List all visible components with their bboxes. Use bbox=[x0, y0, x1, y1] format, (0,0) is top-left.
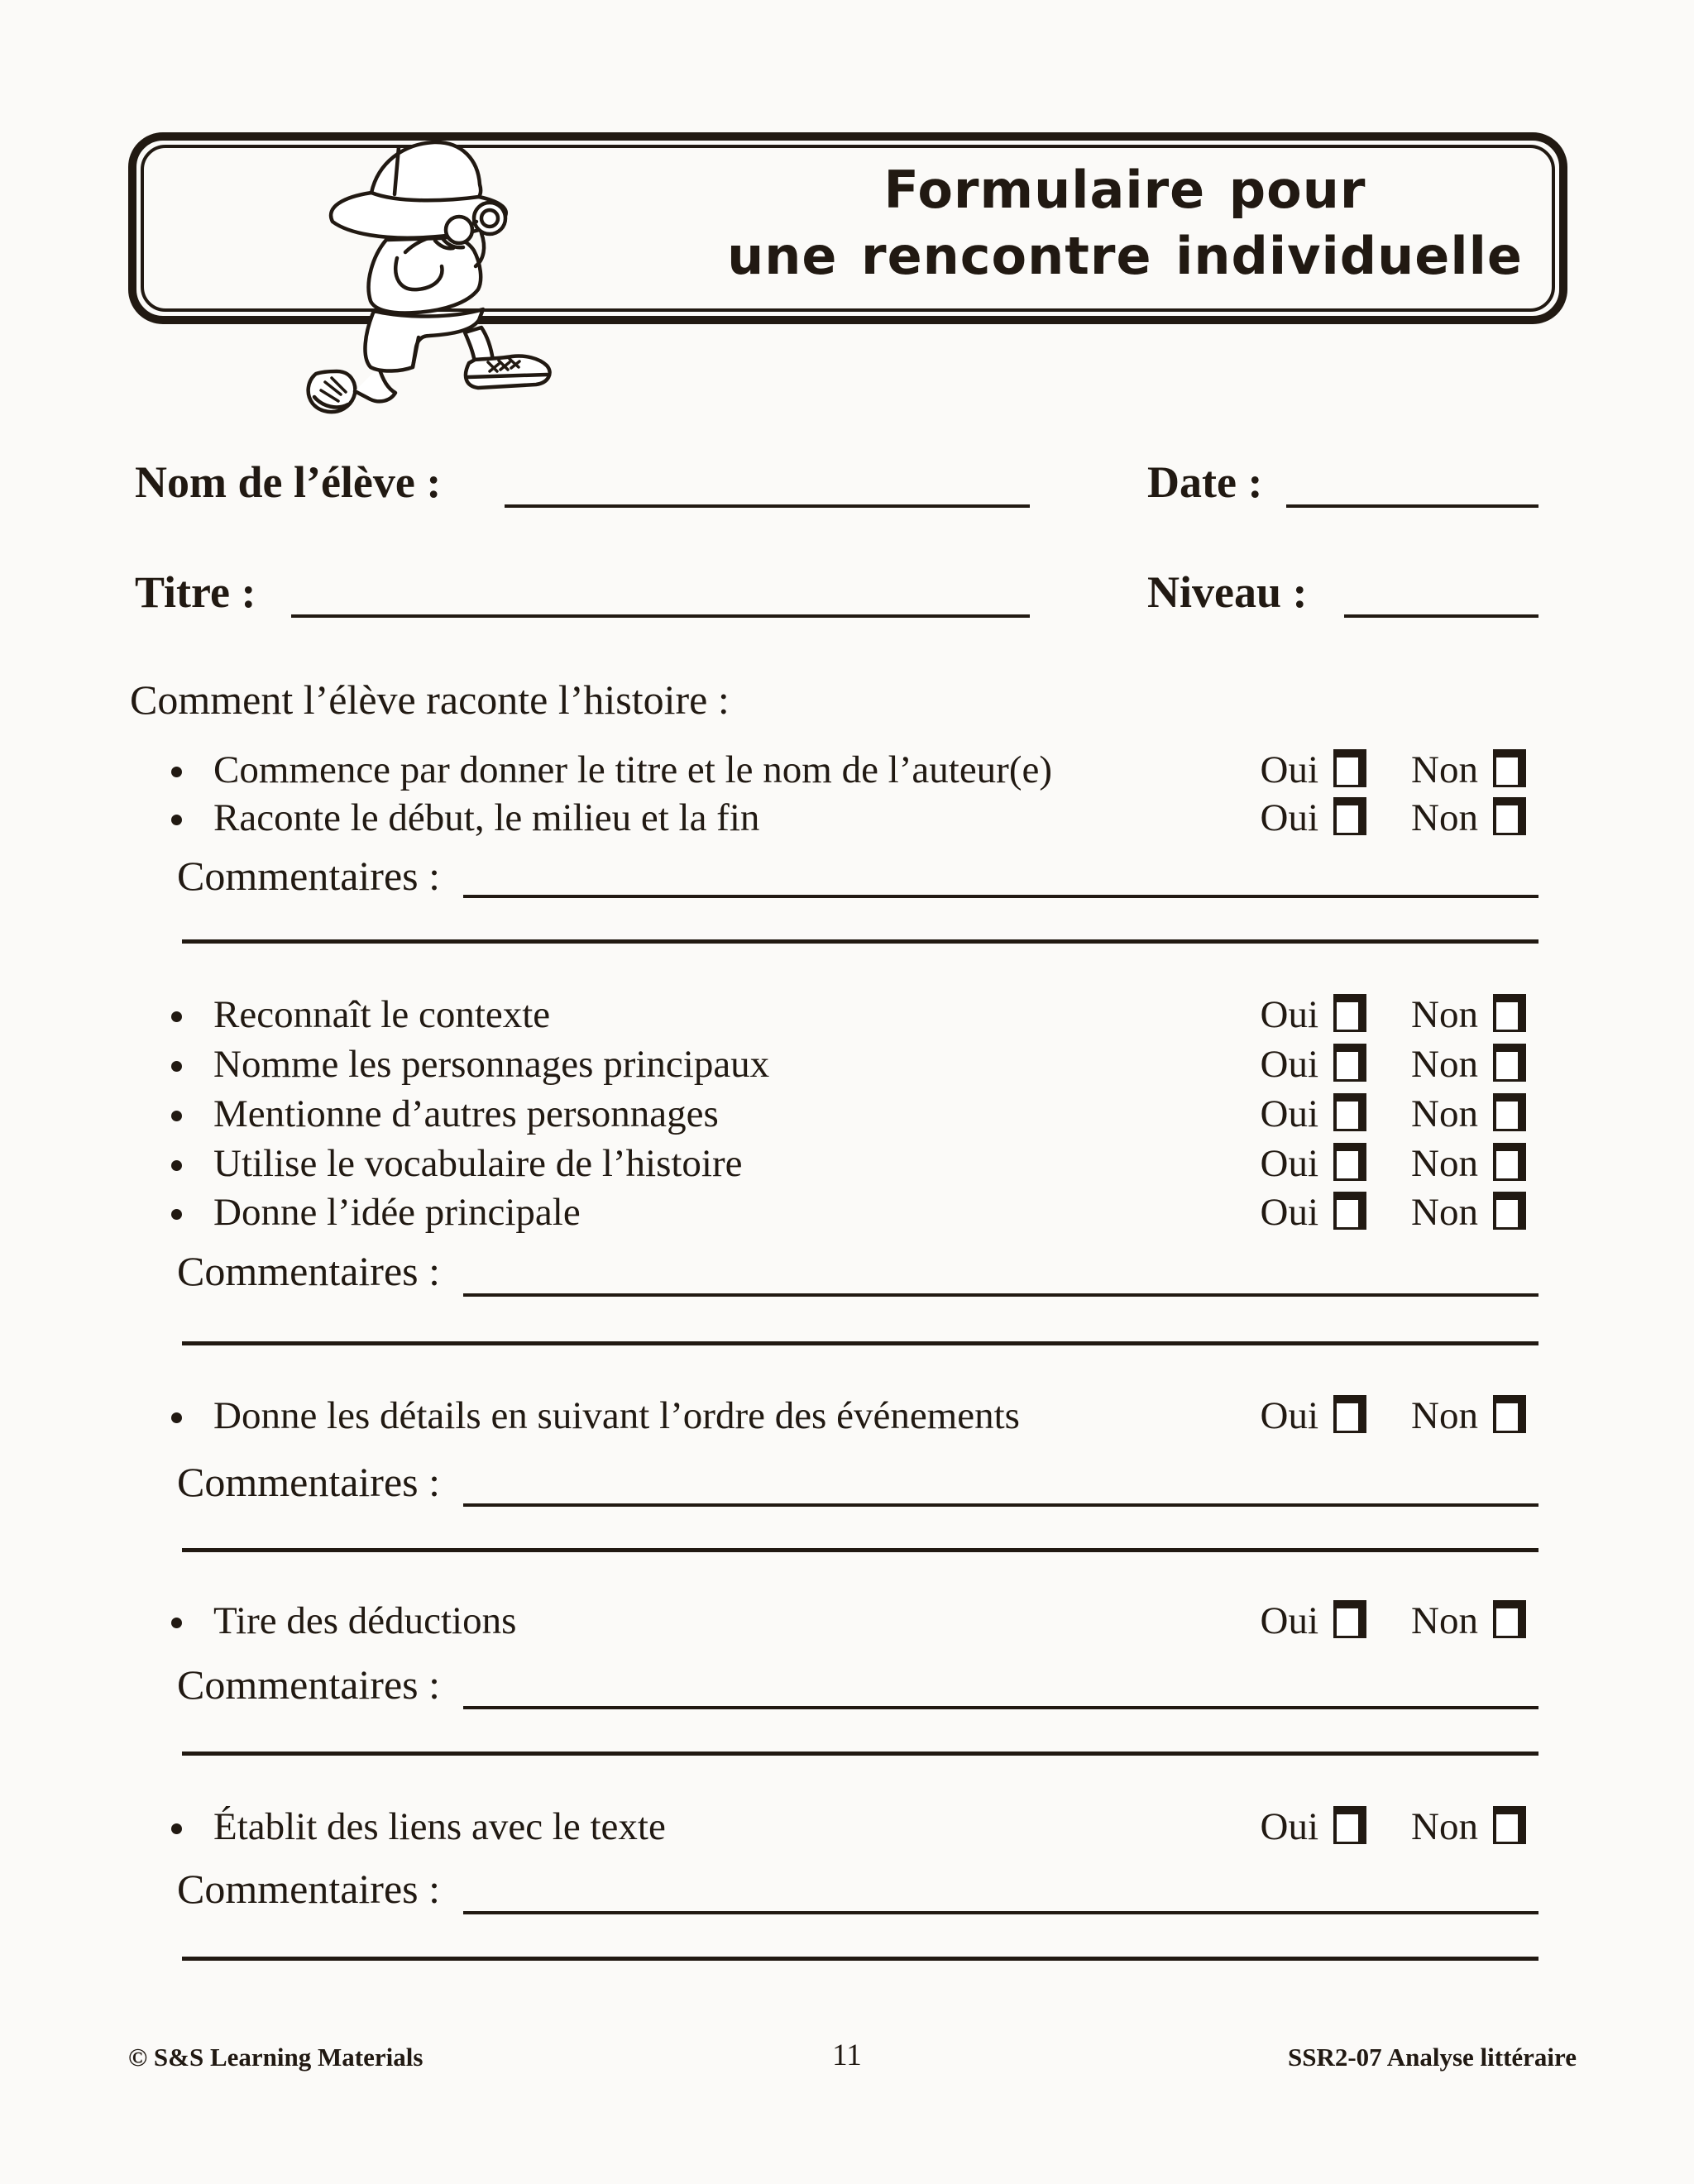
bullet-dot-icon bbox=[171, 1160, 182, 1171]
comments-label: Commentaires : bbox=[177, 1866, 440, 1912]
oui-label: Oui bbox=[1260, 1805, 1319, 1848]
level-line[interactable] bbox=[1344, 614, 1538, 618]
oui-checkbox[interactable] bbox=[1333, 994, 1366, 1032]
book-title-line[interactable] bbox=[291, 614, 1030, 618]
item-label: Mentionne d’autres personnages bbox=[213, 1092, 719, 1135]
comments-label: Commentaires : bbox=[177, 853, 440, 899]
yes-no-group bbox=[1261, 1804, 1526, 1849]
item-label: Tire des déductions bbox=[213, 1599, 517, 1642]
item-label: Nomme les personnages principaux bbox=[213, 1043, 770, 1086]
kid-binoculars-illustration-icon bbox=[273, 124, 670, 455]
comments-line-2[interactable] bbox=[182, 1548, 1538, 1552]
non-label: Non bbox=[1411, 1599, 1478, 1642]
oui-label: Oui bbox=[1260, 1599, 1319, 1642]
non-checkbox[interactable] bbox=[1493, 1600, 1526, 1638]
comments-label: Commentaires : bbox=[177, 1248, 440, 1294]
comments-line[interactable] bbox=[463, 895, 1538, 898]
oui-checkbox[interactable] bbox=[1333, 797, 1366, 835]
oui-checkbox[interactable] bbox=[1333, 1395, 1366, 1433]
comments-line[interactable] bbox=[463, 1911, 1538, 1914]
yes-no-group bbox=[1261, 1141, 1526, 1186]
yes-no-group bbox=[1261, 1599, 1526, 1643]
oui-checkbox[interactable] bbox=[1333, 1093, 1366, 1131]
item-label: Utilise le vocabulaire de l’histoire bbox=[213, 1142, 743, 1185]
non-label: Non bbox=[1411, 1142, 1478, 1185]
non-label: Non bbox=[1411, 796, 1478, 839]
bullet-dot-icon bbox=[171, 767, 182, 777]
checklist-item bbox=[170, 1596, 1526, 1646]
date-line[interactable] bbox=[1286, 504, 1538, 508]
non-checkbox[interactable] bbox=[1493, 1143, 1526, 1181]
checklist-item bbox=[170, 990, 1526, 1039]
bullet-dot-icon bbox=[171, 1412, 182, 1423]
yes-no-group bbox=[1261, 1042, 1526, 1087]
yes-no-group bbox=[1261, 1190, 1526, 1235]
non-checkbox[interactable] bbox=[1493, 994, 1526, 1032]
non-label: Non bbox=[1411, 1092, 1478, 1135]
yes-no-group bbox=[1261, 748, 1526, 792]
intro-text: Comment l’élève raconte l’histoire : bbox=[130, 676, 730, 723]
yes-no-group bbox=[1261, 992, 1526, 1037]
bullet-dot-icon bbox=[171, 815, 182, 825]
item-label: Donne l’idée principale bbox=[213, 1191, 581, 1234]
comments-line-2[interactable] bbox=[182, 1341, 1538, 1345]
level-label: Niveau : bbox=[1147, 567, 1308, 617]
footer-copyright: © S&S Learning Materials bbox=[128, 2043, 424, 2072]
oui-label: Oui bbox=[1260, 1394, 1319, 1437]
oui-label: Oui bbox=[1260, 1191, 1319, 1234]
checklist-item bbox=[170, 1039, 1526, 1089]
yes-no-group bbox=[1261, 1092, 1526, 1136]
non-checkbox[interactable] bbox=[1493, 1192, 1526, 1230]
yes-no-group bbox=[1261, 796, 1526, 840]
checklist-item bbox=[170, 793, 1526, 843]
checklist-item bbox=[170, 1391, 1526, 1441]
non-checkbox[interactable] bbox=[1493, 1806, 1526, 1844]
non-label: Non bbox=[1411, 1191, 1478, 1234]
oui-label: Oui bbox=[1260, 748, 1319, 791]
oui-checkbox[interactable] bbox=[1333, 1044, 1366, 1082]
non-label: Non bbox=[1411, 748, 1478, 791]
bullet-dot-icon bbox=[171, 1618, 182, 1628]
non-checkbox[interactable] bbox=[1493, 797, 1526, 835]
book-title-label: Titre : bbox=[135, 567, 256, 617]
yes-no-group bbox=[1261, 1393, 1526, 1438]
student-name-label: Nom de l’élève : bbox=[135, 457, 442, 507]
checklist-item bbox=[170, 1802, 1526, 1852]
oui-checkbox[interactable] bbox=[1333, 1143, 1366, 1181]
oui-checkbox[interactable] bbox=[1333, 1806, 1366, 1844]
oui-checkbox[interactable] bbox=[1333, 1192, 1366, 1230]
page-title-line2: une rencontre individuelle bbox=[727, 226, 1523, 286]
comments-line-2[interactable] bbox=[182, 1957, 1538, 1961]
oui-label: Oui bbox=[1260, 993, 1319, 1036]
non-checkbox[interactable] bbox=[1493, 1093, 1526, 1131]
page-title bbox=[670, 157, 1580, 289]
comments-label: Commentaires : bbox=[177, 1661, 440, 1708]
non-label: Non bbox=[1411, 1043, 1478, 1086]
checklist-item bbox=[170, 1089, 1526, 1139]
checklist-item bbox=[170, 1139, 1526, 1188]
footer-doc-code: SSR2-07 Analyse littéraire bbox=[1287, 2043, 1577, 2072]
checklist-item bbox=[170, 1188, 1526, 1237]
comments-line[interactable] bbox=[463, 1293, 1538, 1297]
comments-line[interactable] bbox=[463, 1706, 1538, 1709]
comments-line[interactable] bbox=[463, 1503, 1538, 1507]
item-label: Commence par donner le titre et le nom de l’auteur(e) bbox=[213, 748, 1052, 791]
bullet-dot-icon bbox=[171, 1061, 182, 1072]
oui-label: Oui bbox=[1260, 1043, 1319, 1086]
bullet-dot-icon bbox=[171, 1209, 182, 1220]
item-label: Raconte le début, le milieu et la fin bbox=[213, 796, 760, 839]
non-label: Non bbox=[1411, 1805, 1478, 1848]
non-checkbox[interactable] bbox=[1493, 1395, 1526, 1433]
oui-label: Oui bbox=[1260, 796, 1319, 839]
non-label: Non bbox=[1411, 1394, 1478, 1437]
student-name-line[interactable] bbox=[505, 504, 1030, 508]
oui-label: Oui bbox=[1260, 1092, 1319, 1135]
comments-label: Commentaires : bbox=[177, 1459, 440, 1505]
bullet-dot-icon bbox=[171, 1823, 182, 1834]
oui-checkbox[interactable] bbox=[1333, 749, 1366, 787]
bullet-dot-icon bbox=[171, 1011, 182, 1022]
checklist-item bbox=[170, 745, 1526, 795]
item-label: Reconnaît le contexte bbox=[213, 993, 551, 1036]
item-label: Donne les détails en suivant l’ordre des événements bbox=[213, 1394, 1020, 1437]
date-label: Date : bbox=[1147, 457, 1263, 507]
oui-label: Oui bbox=[1260, 1142, 1319, 1185]
non-label: Non bbox=[1411, 993, 1478, 1036]
comments-line-2[interactable] bbox=[182, 939, 1538, 944]
comments-line-2[interactable] bbox=[182, 1752, 1538, 1756]
oui-checkbox[interactable] bbox=[1333, 1600, 1366, 1638]
page-title-line1: Formulaire pour bbox=[883, 160, 1366, 220]
non-checkbox[interactable] bbox=[1493, 749, 1526, 787]
non-checkbox[interactable] bbox=[1493, 1044, 1526, 1082]
footer-page-number: 11 bbox=[832, 2038, 862, 2072]
item-label: Établit des liens avec le texte bbox=[213, 1805, 666, 1848]
bullet-dot-icon bbox=[171, 1111, 182, 1121]
